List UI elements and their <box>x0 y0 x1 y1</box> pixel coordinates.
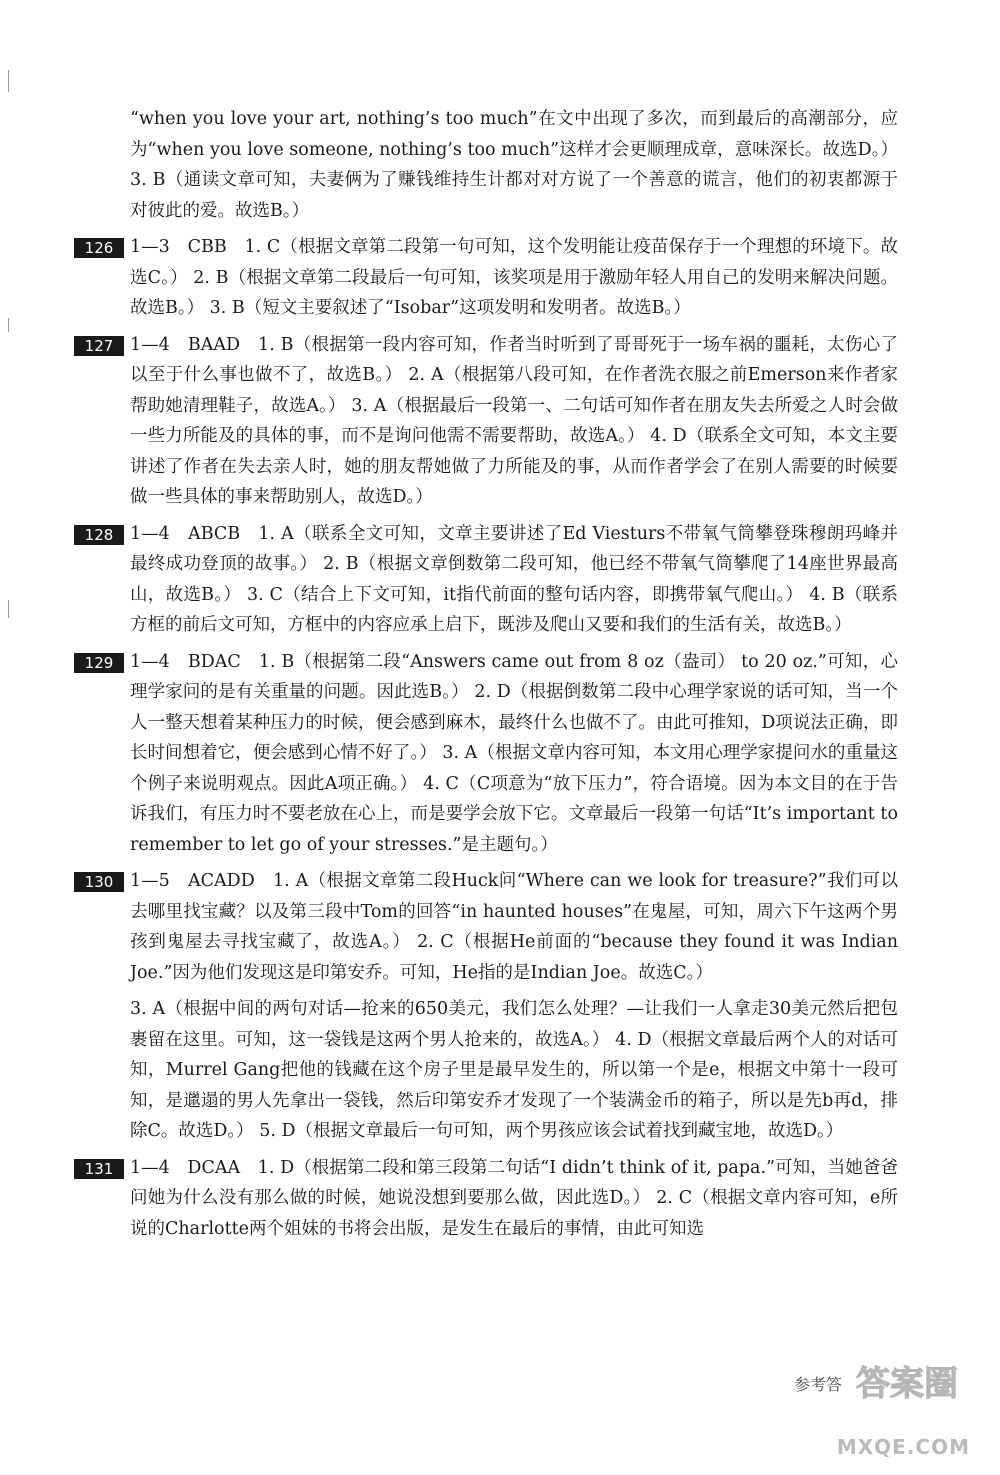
answer-page <box>84 104 898 1250</box>
intro-paragraph: “when you love your art, nothing’s too much”在文中出现了多次，而到最后的高潮部分，应为“when you love someone, nothing’s too much”这样才会更顺理成章，意味深长。故选D。） 3. B（通读文章可知，夫妻俩为了赚钱维持生计都对对方说了一个善意的谎言，他们的初衷都源于对彼此的爱。故选B。） <box>130 109 898 221</box>
answer-text: 1—4 ABCB 1. A（联系全文可知，文章主要讲述了Ed Viesturs不带氧气筒攀登珠穆朗玛峰并最终成功登顶的故事。） 2. B（根据文章倒数第二段可知，他已经不带氧气筒攀爬了14座世界最高山，故选B。） 3. C（结合上下文可知，it指代前面的整句话内容，即携带氧气爬山。） 4. B（联系方框的前后文可知，方框中的内容应承上启下，既涉及爬山又要和我们的生活有关，故选B。） <box>130 523 898 635</box>
question-number-badge: 129 <box>74 653 124 673</box>
answer-text-continued: 3. A（根据中间的两句对话—抢来的650美元，我们怎么处理？—让我们一人拿走30美元然后把包裹留在这里。可知，这一袋钱是这两个男人抢来的，故选A。） 4. D（根据文章最后两个人的对话可知，Murrel Gang把他的钱藏在这个房子里是最早发生的，所以第一个是e，根据文中第十一段可知，是邋遢的男人先拿出一袋钱，然后印第安乔才发现了一个装满金币的箱子，所以是先b再d，排除C。故选D。） 5. D（根据文章最后一句可知，两个男孩应该会试着找到藏宝地，故选D。） <box>130 999 898 1141</box>
question-number-badge: 126 <box>74 238 124 258</box>
answer-text: 1—4 DCAA 1. D（根据第二段和第三段第二句话“I didn’t think of it, papa.”可知，当她爸爸问她为什么没有那么做的时候，她说没想到要那么做，因此选D。） 2. C（根据文章内容可知，e所说的Charlotte两个姐妹的书将会出版，是发生在最后的事情，由此可知选 <box>130 1157 898 1239</box>
watermark-url-text: MXQE.COM <box>836 1435 970 1459</box>
question-number-badge: 130 <box>74 872 124 892</box>
answer-entry-129 <box>84 647 898 861</box>
margin-mark <box>8 318 9 332</box>
margin-mark <box>8 70 9 92</box>
question-number-badge: 127 <box>74 336 124 356</box>
margin-mark <box>8 600 9 618</box>
answer-entry-127 <box>84 330 898 513</box>
watermark-url <box>837 1435 970 1459</box>
watermark-logo-icon <box>846 1359 968 1407</box>
answer-entry-128 <box>84 519 898 641</box>
answer-entry-131 <box>84 1153 898 1245</box>
answer-entry-126 <box>84 232 898 324</box>
page-footer <box>794 1359 968 1407</box>
watermark-logo <box>846 1359 968 1407</box>
answer-text: 1—4 BAAD 1. B（根据第一段内容可知，作者当时听到了哥哥死于一场车祸的噩耗，太伤心了以至于什么事也做不了，故选B。） 2. A（根据第八段可知，在作者洗衣服之前Emerson来作者家帮助她清理鞋子，故选A。） 3. A（根据最后一段第一、二句话可知作者在朋友失去所爱之人时会做一些力所能及的具体的事，而不是询问他需不需要帮助，故选A。） 4. D（联系全文可知，本文主要讲述了作者在失去亲人时，她的朋友帮她做了力所能及的事，从而作者学会了在别人需要的时候要做一些具体的事来帮助别人，故选D。） <box>130 334 898 507</box>
question-number-badge: 131 <box>74 1159 124 1179</box>
svg-text:答案圈: 答案圈 <box>856 1364 958 1404</box>
answer-entry-130 <box>84 866 898 1147</box>
answer-text: 1—5 ACADD 1. A（根据文章第二段Huck问“Where can we look for treasure?”我们可以去哪里找宝藏？以及第三段中Tom的回答“in haunted houses”在鬼屋，可知，周六下午这两个男孩到鬼屋去寻找宝藏了，故选A。） 2. C（根据He前面的“because they found it was Indian Joe.”因为他们发现这是印第安乔。可知，He指的是Indian Joe。故选C。） <box>130 871 898 983</box>
answer-text: 1—3 CBB 1. C（根据文章第二段第一句可知，这个发明能让疫苗保存于一个理想的环境下。故选C。） 2. B（根据文章第二段最后一句可知，该奖项是用于激励年轻人用自己的发明来解决问题。故选B。） 3. B（短文主要叙述了“Isobar”这项发明和发明者。故选B。） <box>130 237 898 318</box>
footer-label: 参考答 <box>793 1374 842 1394</box>
answer-text: 1—4 BDAC 1. B（根据第二段“Answers came out from 8 oz（盎司） to 20 oz.”可知，心理学家问的是有关重量的问题。因此选B。） 2. D（根据倒数第二段中心理学家说的话可知，当一个人一整天想着某种压力的时候，便会感到麻木，最终什么也做不了。由此可推知，D项说法正确，即长时间想着它，便会感到心情不好了。） 3. A（根据文章内容可知，本文用心理学家提问水的重量这个例子来说明观点。因此A项正确。） 4. C（C项意为“放下压力”，符合语境。因为本文目的在于告诉我们，有压力时不要老放在心上，而是要学会放下它。文章最后一段第一句话“It’s important to remember to let go of your stresses.”是主题句。） <box>130 651 898 855</box>
question-number-badge: 128 <box>74 525 124 545</box>
